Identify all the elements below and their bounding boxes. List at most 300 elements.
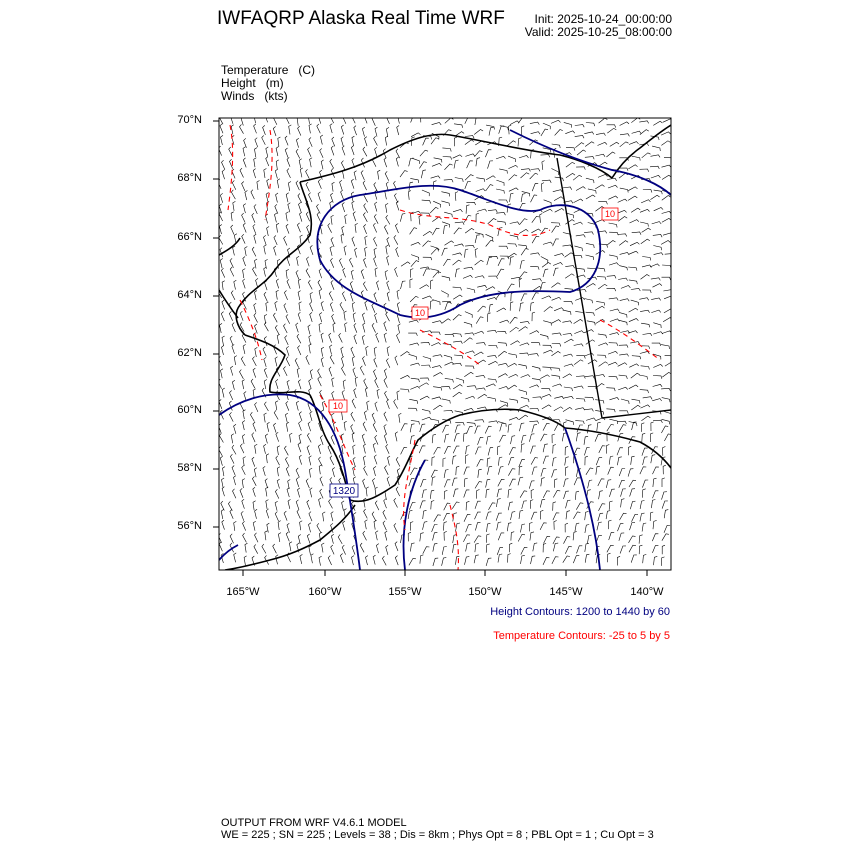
wind-barb [254,124,257,133]
wind-barb [344,421,347,430]
wind-barb [382,556,386,565]
wind-barb [566,420,574,425]
wind-barb [628,331,638,334]
wind-barb [499,200,508,203]
wind-barb [441,201,449,206]
wind-barb [662,419,670,424]
wind-barb [384,425,387,435]
wind-barb [553,491,560,498]
wind-barb [453,295,462,299]
wind-barb [372,323,376,332]
wind-barb [465,175,474,181]
wind-barb [453,341,462,344]
wind-barb [487,523,491,532]
wind-barb [265,479,268,489]
wind-barb [576,433,580,442]
wind-barb [631,456,635,465]
wind-barb [665,362,674,366]
wind-barb [384,225,388,234]
wind-barb [432,228,439,235]
wind-barb [284,291,287,300]
wind-barb [564,302,573,305]
wind-barb [401,447,408,454]
wind-barb [508,458,514,466]
wind-barb [388,456,391,466]
wind-barb [277,334,280,344]
wind-barb [498,374,507,378]
contour-label-temp-a [412,307,428,319]
wind-barb [275,512,278,521]
wind-barb [299,455,301,465]
wind-barb [253,169,255,179]
wind-barb [431,176,441,178]
wind-barb [639,545,642,554]
wind-barb [463,433,466,442]
wind-barb [319,323,322,332]
wind-barb [566,162,575,167]
wind-barb [619,411,628,414]
wind-barb [507,523,511,532]
wind-barb [361,171,364,180]
wind-barb [241,116,243,126]
wind-barb [444,434,449,442]
wind-barb [267,227,270,236]
wind-barb [221,501,225,510]
wind-barb [620,513,627,520]
wind-barb [588,386,597,389]
wind-barb [276,290,279,299]
wind-barb [508,424,512,433]
wind-barb [398,114,401,124]
wind-barb [486,287,495,291]
wind-barb [619,354,628,357]
wind-barb [400,171,408,178]
wind-barb [477,490,480,499]
wind-barb [387,256,389,265]
wind-barb [565,523,568,532]
wind-barb [574,478,580,485]
wind-barb [221,135,224,145]
wind-barb [619,375,628,379]
wind-barb [331,545,334,554]
wind-barb [553,543,558,551]
wind-barb [453,333,462,337]
wind-barb [619,469,625,477]
wind-barb [374,257,377,267]
wind-barb [220,456,222,466]
wind-barb [286,357,290,366]
wind-barb [231,212,234,221]
wind-barb [395,556,398,566]
wind-barb [467,288,475,293]
wind-barb [521,126,524,135]
wind-barb [351,412,355,421]
wind-barb [640,351,650,354]
wind-barb [231,434,234,444]
wind-barb [509,417,519,420]
wind-barb [444,212,452,217]
wind-barb [267,179,270,189]
wind-barb [308,147,311,156]
wind-barb [310,302,313,311]
wind-barb [609,263,619,265]
wind-barb [222,388,225,398]
wind-barb [395,356,398,365]
wind-barb [329,499,333,508]
model-footer [221,817,654,841]
init-time: Init: 2025-10-24_00:00:00 [534,12,672,26]
wind-barb [298,194,302,203]
wind-barb [376,531,379,541]
wind-barb [276,279,278,289]
wind-barb [422,409,430,414]
wind-barb [353,467,356,476]
wind-barb [576,235,586,238]
wind-barb [662,211,672,214]
wind-barb [474,130,483,135]
wind-barb [520,343,530,346]
wind-barb [229,311,232,321]
wind-barb [242,479,245,488]
wind-barb [298,380,301,390]
wind-barb [386,215,390,224]
wind-barb [541,434,548,441]
wind-barb [609,532,615,540]
wind-barb [651,155,661,158]
wind-barb [364,466,368,475]
wind-barb [606,511,610,519]
wind-barb [641,239,650,244]
wind-barb [507,284,514,291]
wind-barb [298,291,301,301]
wind-barb [352,357,355,366]
wind-barb [630,501,635,509]
wind-barb [475,426,481,434]
wind-barb [455,192,458,201]
wind-barb [486,176,495,180]
wind-barb [353,368,356,378]
wind-barb [423,522,428,530]
wind-barb [364,114,367,124]
wind-barb [420,424,426,432]
wind-barb [519,510,523,519]
wind-barb [532,279,541,282]
wind-barb [377,281,379,291]
wind-barb [401,281,406,289]
wind-barb [364,509,368,518]
wind-barb [375,402,378,412]
wind-barb [584,409,593,412]
wind-barb [618,387,628,390]
wind-barb [230,509,233,518]
wind-barb [220,259,223,269]
wind-barb [531,489,534,498]
wind-barb [395,542,398,551]
wind-barb [233,201,236,210]
wind-barb [498,457,502,466]
wind-barb [642,290,651,293]
wind-barb [433,532,438,540]
wind-barb [331,193,334,203]
wind-barb [385,171,389,180]
wind-barb [586,468,593,475]
wind-barb [243,533,247,542]
wind-barb [408,510,412,519]
wind-barb [618,278,628,281]
wind-barb [290,433,293,442]
wind-barb [278,533,281,542]
wind-barb [553,537,560,544]
wind-barb [341,347,344,357]
wind-barb [586,312,595,316]
wind-barb [650,195,659,199]
wind-barb [433,543,438,551]
wind-barb [254,544,258,553]
wind-barb [352,433,355,443]
wind-barb [240,488,243,497]
wind-barb [562,321,571,324]
wind-barb [628,469,633,477]
wind-barb [609,343,618,346]
wind-barb [531,169,540,172]
wind-barb [576,376,585,379]
wind-barb [421,342,430,345]
wind-barb [276,379,278,389]
wind-barb [277,446,280,455]
wind-barb [521,249,529,256]
wind-barb [288,182,291,191]
wind-barb [640,310,650,313]
wind-barb [586,340,595,345]
wind-barb [606,445,609,454]
wind-barb [288,499,291,508]
wind-barb [456,523,461,531]
wind-barb [576,187,585,191]
wind-barb [551,368,560,372]
temperature-contour-legend: Temperature Contours: -25 to 5 by 5 [493,630,670,642]
wind-barb [221,369,224,379]
wind-barb [273,544,277,553]
wind-barb [286,314,290,323]
wind-barb [621,489,626,497]
lon-label: 155°W [388,586,422,598]
wind-barb [650,166,659,169]
wind-barb [509,374,519,377]
wind-barb [476,178,485,182]
wind-barb [241,511,244,521]
wind-barb [443,225,447,234]
wind-barb [597,355,606,358]
wind-barb [377,389,380,398]
wind-barb [432,477,436,486]
field-height: Height (m) [221,76,284,90]
wind-barb [276,147,279,157]
wind-barb [296,138,298,148]
wind-barb [608,196,617,199]
wind-barb [511,532,514,541]
wind-barb [243,269,246,278]
wind-barb [464,338,473,343]
wind-barb [366,487,369,496]
wind-barb [554,521,557,530]
wind-barb [519,423,524,431]
wind-barb [364,203,368,212]
wind-barb [286,193,289,203]
wind-barb [297,509,300,518]
wind-barb [321,333,324,343]
wind-barb [430,300,434,309]
wind-barb [499,169,507,174]
wind-barb [243,147,246,156]
wind-barb [443,458,446,467]
wind-barb [641,405,650,408]
wind-barb [395,432,398,442]
wind-barb [662,534,669,541]
wind-barb [521,435,526,443]
wind-barb [255,291,258,301]
wind-barb [533,543,537,551]
wind-barb [231,291,235,300]
wind-barb [339,258,342,267]
wind-barb [323,512,326,521]
lat-label: 70°N [177,114,202,126]
wind-barb [573,222,583,225]
wind-barb [532,379,541,383]
wind-barb [488,379,497,383]
coastline [219,125,671,570]
wind-barb [585,157,594,160]
wind-barb [540,214,543,223]
wind-barb [618,234,627,237]
wind-barb [553,513,559,520]
wind-barb [608,467,614,474]
wind-barb [374,455,377,465]
wind-barb [383,521,386,530]
wind-barb [609,376,618,379]
wind-barb [598,479,605,486]
wind-barb [642,433,645,442]
wind-barb [531,512,537,519]
wind-barb [360,543,364,552]
wind-barb [223,467,226,477]
wind-barb [565,547,572,554]
wind-barb [665,355,674,359]
wind-barb [619,266,627,271]
wind-barb [444,503,451,510]
wind-barb [244,138,247,148]
wind-barb [431,138,439,144]
wind-barb [474,555,479,563]
wind-barb [585,397,594,400]
wind-barb [307,433,311,442]
wind-barb [477,460,484,467]
wind-barb [661,241,670,245]
wind-barb [518,138,522,147]
wind-barb [374,466,377,476]
wind-barb [230,336,233,346]
lon-label: 140°W [630,586,664,598]
wind-barb [598,284,607,289]
wind-barb [574,331,584,334]
wind-barb [287,380,289,390]
wind-barb [400,389,409,393]
wind-barb [629,251,639,254]
wind-barb [262,136,266,145]
wind-barb [629,364,638,368]
wind-barb [375,147,377,157]
wind-barb [584,448,589,456]
wind-barb [354,323,357,333]
wind-barb [353,457,355,467]
wind-barb [364,224,367,234]
wind-barb [584,232,593,235]
wind-barb [498,479,505,486]
wind-barb [509,479,515,486]
wind-barb [629,385,638,389]
wind-barb [243,410,246,419]
wind-barb [419,446,425,453]
wind-barb [319,465,322,474]
wind-barb [297,256,300,266]
wind-barb [444,164,452,170]
wind-barb [396,457,400,466]
wind-barb [286,346,289,356]
wind-barb [640,513,645,521]
wind-barb [500,320,510,323]
wind-barb [665,254,674,257]
wind-barb [566,147,575,150]
wind-barb [518,477,523,485]
wind-barb [332,314,335,323]
wind-barb [551,169,558,176]
wind-barb [363,356,366,366]
wind-barb [253,487,256,497]
wind-barb [255,347,257,357]
wind-barb [486,544,490,553]
footer-line-2: WE = 225 ; SN = 225 ; Levels = 38 ; Dis = 8km ; Phys Opt = 8 ; PBL Opt = 1 ; Cu Opt = 3 [221,829,654,841]
wind-barb [454,228,462,234]
wind-barb [662,196,671,201]
wind-barb [331,258,334,268]
wind-barb [607,545,614,552]
wind-barb [254,158,257,167]
wind-barb [321,358,323,368]
wind-barb [309,456,312,466]
wind-barb [443,425,449,432]
wind-barb [609,333,619,335]
wind-barb [386,444,389,454]
wind-barb [553,190,563,193]
wind-barb [318,192,321,202]
wind-barb [640,169,649,172]
wind-barb [650,512,653,521]
wind-barb [498,422,506,427]
wind-barb [510,543,513,552]
wind-barb [299,412,302,422]
wind-barb [639,298,648,301]
wind-barb [245,191,248,201]
wind-barb [255,259,258,268]
wind-barb [286,532,289,542]
wind-barb [607,241,616,246]
wind-barb [264,357,266,367]
wind-barb [573,556,579,563]
wind-barb [386,115,389,124]
wind-barb [653,354,661,359]
wind-barb [640,209,650,212]
wind-barb [384,322,387,332]
wind-barb [420,285,429,289]
